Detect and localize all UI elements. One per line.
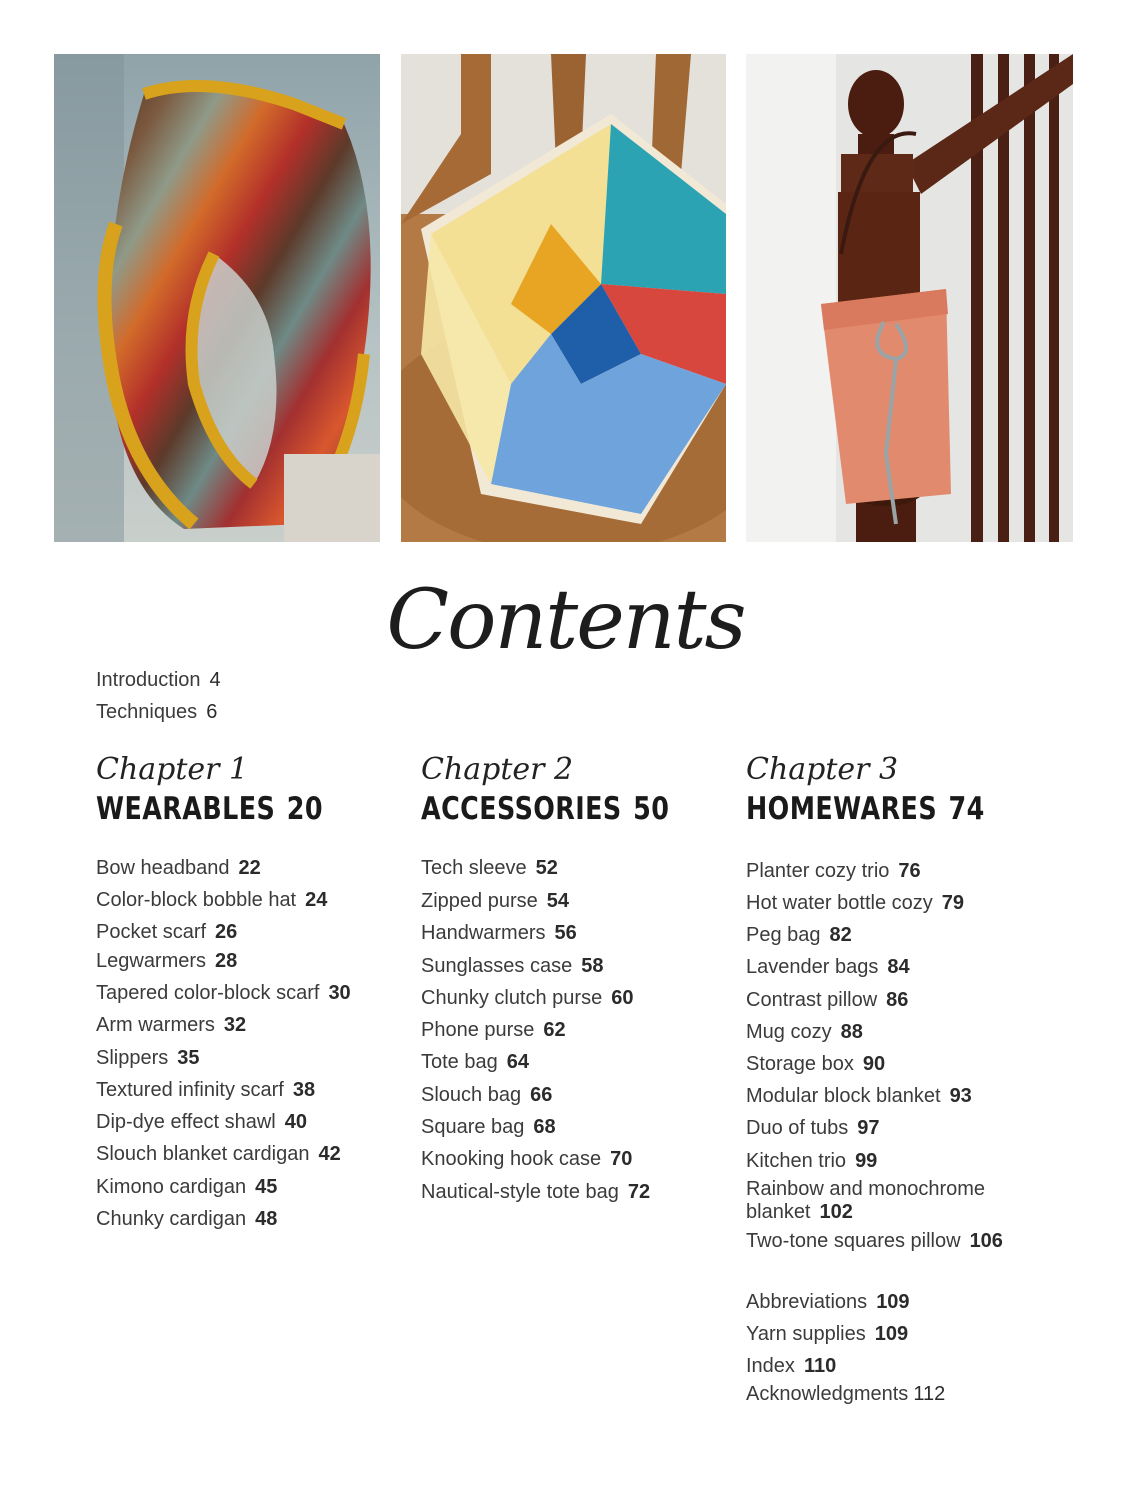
toc-entry-label: Abbreviations — [746, 1291, 868, 1313]
toc-entry[interactable] — [746, 1019, 863, 1045]
toc-entry-page: 22 — [238, 857, 261, 879]
toc-entry-label: Chunky cardigan — [96, 1208, 247, 1230]
toc-entry-label: Techniques — [96, 701, 198, 723]
toc-entry[interactable] — [421, 920, 577, 946]
toc-entry-label: Slouch bag — [421, 1084, 522, 1106]
chapter-title-text: WEARABLES — [96, 791, 276, 827]
toc-entry[interactable] — [96, 1045, 200, 1071]
toc-entry-page: 86 — [886, 989, 909, 1011]
toc-entry-label: Arm warmers — [96, 1014, 215, 1036]
toc-entry-label: Pocket scarf — [96, 921, 207, 943]
toc-entry[interactable] — [96, 948, 237, 974]
toc-entry-label: Mug cozy — [746, 1021, 832, 1043]
toc-entry-label: Index — [746, 1355, 795, 1377]
toc-entry[interactable] — [746, 1228, 1003, 1254]
toc-entry[interactable] — [96, 1012, 246, 1038]
toc-entry-label: Bow headband — [96, 857, 230, 879]
toc-entry[interactable] — [746, 1148, 877, 1174]
toc-entry-page: 64 — [506, 1051, 529, 1073]
toc-entry-page: 35 — [177, 1047, 200, 1069]
toc-entry-page: 60 — [611, 987, 634, 1009]
toc-entry-label: Chunky clutch purse — [421, 987, 603, 1009]
toc-entry-page: 110 — [803, 1355, 837, 1377]
toc-entry-label: Introduction — [96, 669, 201, 691]
toc-entry-label: Duo of tubs — [746, 1117, 849, 1139]
toc-entry-page: 88 — [840, 1021, 863, 1043]
toc-entry-label: Peg bag — [746, 924, 821, 946]
toc-entry-page: 56 — [554, 922, 577, 944]
toc-entry-page: 109 — [874, 1323, 909, 1345]
toc-entry[interactable] — [421, 855, 558, 881]
toc-entry[interactable] — [96, 1109, 307, 1135]
toc-entry-label: Acknowledgments — [746, 1383, 909, 1405]
toc-entry[interactable] — [421, 1082, 552, 1108]
toc-entry-page: 106 — [969, 1230, 1003, 1252]
toc-entry-page: 40 — [284, 1111, 307, 1133]
chapter-2-title[interactable] — [421, 791, 670, 827]
toc-entry-page: 97 — [857, 1117, 880, 1139]
toc-entry-page: 58 — [581, 955, 604, 977]
toc-entry[interactable] — [746, 890, 964, 916]
toc-entry[interactable] — [421, 1114, 556, 1140]
toc-entry-label: Hot water bottle cozy — [746, 892, 933, 914]
toc-entry[interactable] — [96, 980, 351, 1006]
toc-entry-page: 30 — [328, 982, 351, 1004]
toc-entry-page: 70 — [610, 1148, 633, 1170]
toc-entry-label: Textured infinity scarf — [96, 1079, 284, 1101]
toc-entry-page: 62 — [543, 1019, 566, 1041]
photo-coral-bag-banister — [746, 54, 1073, 542]
chapter-page-number: 50 — [633, 791, 670, 827]
toc-entry-techniques[interactable] — [96, 699, 217, 725]
toc-entry-page: 76 — [898, 860, 921, 882]
toc-entry-label: Kimono cardigan — [96, 1176, 247, 1198]
toc-entry[interactable] — [746, 987, 908, 1013]
chapter-title-text: ACCESSORIES — [421, 791, 622, 827]
toc-entry-page: 32 — [223, 1014, 247, 1036]
toc-entry-page: 42 — [318, 1143, 341, 1165]
toc-entry[interactable] — [96, 1206, 277, 1232]
toc-entry-label: Storage box — [746, 1053, 854, 1075]
toc-entry[interactable] — [746, 1051, 885, 1077]
toc-entry[interactable] — [421, 985, 633, 1011]
toc-entry[interactable] — [421, 1179, 650, 1205]
chapter-1-title[interactable] — [96, 791, 323, 827]
toc-entry-abbreviations[interactable] — [746, 1289, 910, 1315]
toc-entry-label: Contrast pillow — [746, 989, 878, 1011]
toc-entry-page: 102 — [819, 1201, 853, 1223]
toc-entry-page: 28 — [215, 950, 238, 972]
chapter-page-number: 74 — [948, 791, 985, 827]
toc-entry[interactable] — [421, 1049, 529, 1075]
toc-entry-page: 38 — [292, 1079, 316, 1101]
toc-entry[interactable] — [421, 888, 569, 914]
toc-entry-label: Color-block bobble hat — [96, 889, 297, 911]
toc-entry-page: 90 — [862, 1053, 886, 1075]
toc-entry-label: Slippers — [96, 1047, 169, 1069]
toc-entry[interactable] — [746, 954, 910, 980]
toc-entry[interactable] — [746, 922, 852, 948]
toc-entry-page: 48 — [255, 1208, 278, 1230]
toc-entry[interactable] — [96, 1141, 341, 1167]
toc-entry-label: Dip-dye effect shawl — [96, 1111, 276, 1133]
toc-entry-page: 99 — [855, 1150, 878, 1172]
toc-entry-label: Square bag — [421, 1116, 525, 1138]
toc-entry-label: Kitchen trio — [746, 1150, 847, 1172]
photo-striped-shawl — [54, 54, 380, 542]
toc-entry-introduction[interactable] — [96, 667, 221, 693]
toc-entry-page: 54 — [546, 890, 569, 912]
toc-entry-label: Knooking hook case — [421, 1148, 602, 1170]
toc-entry-page: 72 — [627, 1181, 651, 1203]
toc-entry-label: Handwarmers — [421, 922, 546, 944]
toc-entry[interactable] — [746, 1083, 972, 1109]
toc-entry-yarn-supplies[interactable] — [746, 1321, 908, 1347]
chapter-title-text: HOMEWARES — [746, 791, 938, 827]
toc-entry-page: 26 — [215, 921, 238, 943]
toc-entry-page: 112 — [913, 1383, 946, 1405]
toc-entry-page: 109 — [876, 1291, 910, 1313]
toc-entry-page: 24 — [305, 889, 328, 911]
toc-entry-label: Planter cozy trio — [746, 860, 890, 882]
toc-entry[interactable] — [96, 1077, 315, 1103]
toc-entry-page: 4 — [209, 669, 221, 691]
toc-entry[interactable] — [96, 887, 327, 913]
toc-entry-label: Rainbow and monochrome — [746, 1178, 986, 1200]
chapter-3-title[interactable] — [746, 791, 985, 827]
chapter-1-label: Chapter 1 — [96, 752, 249, 787]
toc-entry-page: 68 — [533, 1116, 556, 1138]
toc-entry[interactable] — [746, 1115, 880, 1141]
toc-entry-index[interactable] — [746, 1353, 836, 1379]
toc-entry-label: Modular block blanket — [746, 1085, 941, 1107]
toc-entry[interactable] — [421, 953, 603, 979]
toc-entry-label: Phone purse — [421, 1019, 535, 1041]
toc-entry-label: Zipped purse — [421, 890, 538, 912]
toc-entry-label: Two-tone squares pillow — [746, 1230, 961, 1252]
toc-entry-acknowledgments[interactable] — [746, 1381, 945, 1407]
toc-entry[interactable] — [746, 858, 921, 884]
toc-entry-page: 93 — [949, 1085, 972, 1107]
toc-entry-label: Tech sleeve — [421, 857, 527, 879]
toc-entry[interactable] — [96, 1174, 277, 1200]
toc-entry-label: Slouch blanket cardigan — [96, 1143, 310, 1165]
toc-entry-label: Tapered color-block scarf — [96, 982, 320, 1004]
toc-entry-label: Legwarmers — [96, 950, 207, 972]
toc-entry-label: Sunglasses case — [421, 955, 573, 977]
toc-entry-page: 52 — [535, 857, 558, 879]
photo-colorblock-pillow — [401, 54, 726, 542]
toc-entry-label: Yarn supplies — [746, 1323, 866, 1345]
toc-entry-page: 45 — [255, 1176, 278, 1198]
toc-entry-page: 82 — [829, 924, 852, 946]
toc-entry[interactable] — [421, 1146, 632, 1172]
toc-entry-label: Tote bag — [421, 1051, 498, 1073]
toc-entry[interactable] — [96, 919, 237, 945]
toc-entry-page: 79 — [941, 892, 964, 914]
chapter-page-number: 20 — [286, 791, 323, 827]
toc-entry-continued[interactable] — [746, 1199, 853, 1225]
chapter-2-label: Chapter 2 — [421, 752, 574, 787]
toc-entry-label: Nautical-style tote bag — [421, 1181, 619, 1203]
page-title: Contents — [386, 573, 745, 668]
toc-entry-page: 6 — [206, 701, 218, 723]
toc-entry[interactable] — [96, 855, 261, 881]
toc-entry-label: blanket — [746, 1201, 811, 1223]
toc-entry[interactable] — [421, 1017, 566, 1043]
toc-entry-page: 66 — [530, 1084, 553, 1106]
chapter-3-label: Chapter 3 — [746, 752, 899, 787]
toc-entry-page: 84 — [887, 956, 910, 978]
toc-entry-label: Lavender bags — [746, 956, 879, 978]
